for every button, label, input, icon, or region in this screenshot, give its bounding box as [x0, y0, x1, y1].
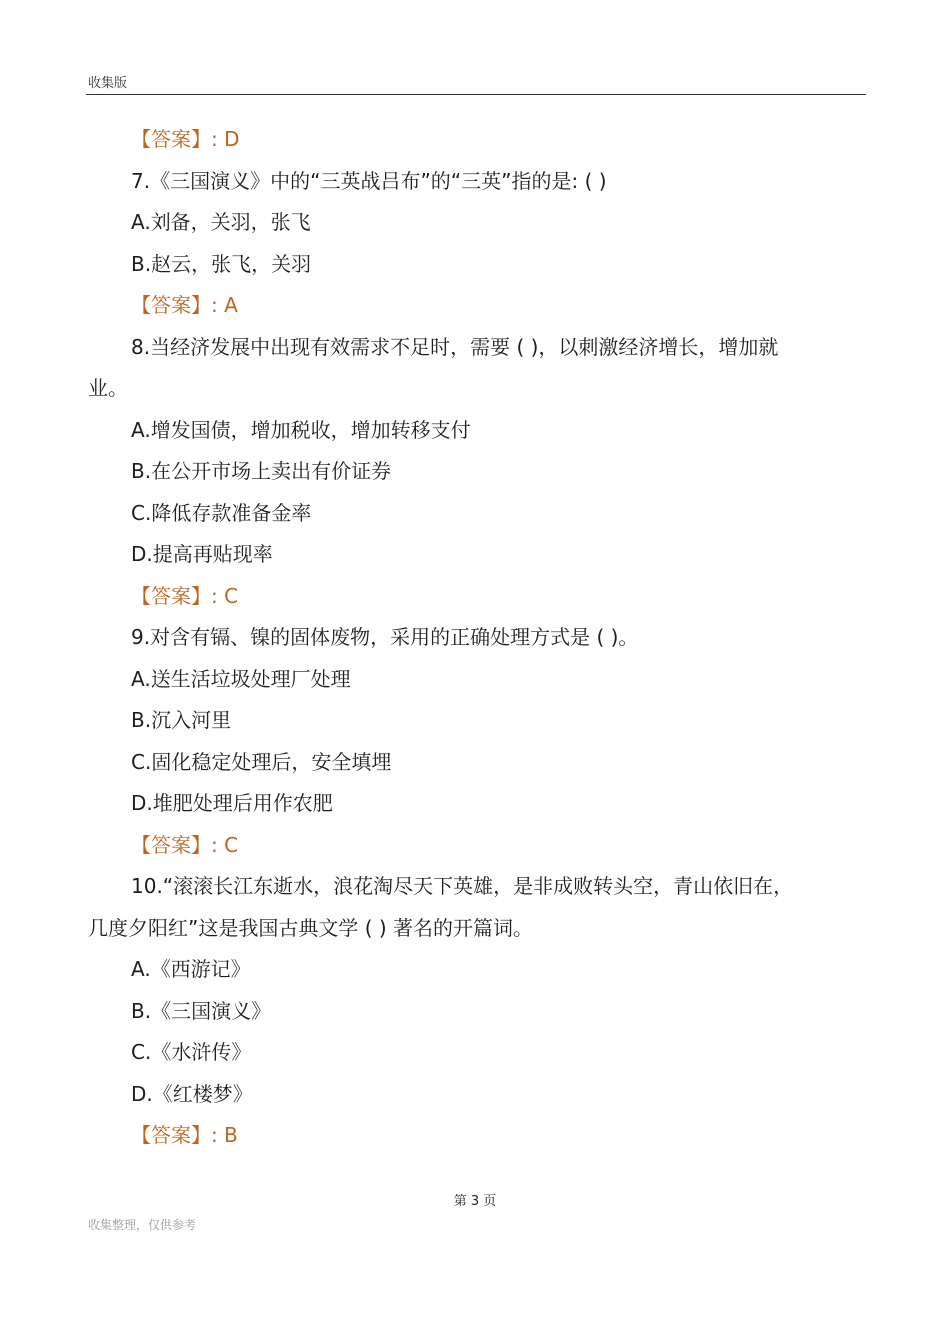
answer-tag: 【答案】 — [131, 833, 211, 857]
question-8-option-b: B.在公开市场上卖出有价证券 — [131, 459, 392, 483]
question-8-option-d: D.提高再贴现率 — [131, 542, 273, 566]
answer-value: : C — [211, 833, 239, 857]
question-10-option-b: B.《三国演义》 — [131, 999, 272, 1023]
question-9-option-b: B.沉入河里 — [131, 708, 232, 732]
answer-tag: 【答案】 — [131, 584, 211, 608]
answer-tag: 【答案】 — [131, 127, 211, 151]
answer-tag: 【答案】 — [131, 1123, 211, 1147]
question-9-option-d: D.堆肥处理后用作农肥 — [131, 791, 333, 815]
question-10-option-d: D.《红楼梦》 — [131, 1082, 253, 1106]
answer-line — [131, 832, 238, 858]
question-7-option-a: A.刘备，关羽，张飞 — [131, 210, 311, 234]
question-9-stem: 9.对含有镉、镍的固体废物，采用的正确处理方式是 ( )。 — [131, 625, 639, 649]
header-divider — [86, 94, 866, 95]
question-9-option-c: C.固化稳定处理后，安全填埋 — [131, 750, 392, 774]
page-number: 第 3 页 — [453, 1194, 497, 1209]
answer-value: : B — [211, 1123, 238, 1147]
header-label: 收集版 — [88, 76, 128, 91]
question-10-stem: 10.“滚滚长江东逝水，浪花淘尽天下英雄，是非成败转头空，青山依旧在， — [131, 874, 794, 898]
answer-line — [131, 126, 240, 152]
answer-value: : A — [211, 293, 238, 317]
footer-note: 收集整理，仅供参考 — [88, 1218, 197, 1232]
question-8-stem: 8.当经济发展中出现有效需求不足时，需要 ( )，以刺激经济增长，增加就 — [131, 335, 779, 359]
question-10-option-c: C.《水浒传》 — [131, 1040, 252, 1064]
answer-line — [131, 292, 238, 318]
question-8-option-c: C.降低存款准备金率 — [131, 501, 312, 525]
question-10-stem-cont: 几度夕阳红”这是我国古典文学 ( ) 著名的开篇词。 — [88, 916, 534, 940]
answer-line — [131, 1122, 238, 1148]
question-7-option-b: B.赵云，张飞，关羽 — [131, 252, 312, 276]
answer-value: : C — [211, 584, 239, 608]
question-8-option-a: A.增发国债，增加税收，增加转移支付 — [131, 418, 471, 442]
question-7-stem: 7.《三国演义》中的“三英战吕布”的“三英”指的是: ( ) — [131, 169, 607, 193]
answer-value: : D — [211, 127, 240, 151]
answer-line — [131, 583, 238, 609]
question-8-stem-cont: 业。 — [88, 376, 128, 400]
question-10-option-a: A.《西游记》 — [131, 957, 251, 981]
question-9-option-a: A.送生活垃圾处理厂处理 — [131, 667, 351, 691]
answer-tag: 【答案】 — [131, 293, 211, 317]
